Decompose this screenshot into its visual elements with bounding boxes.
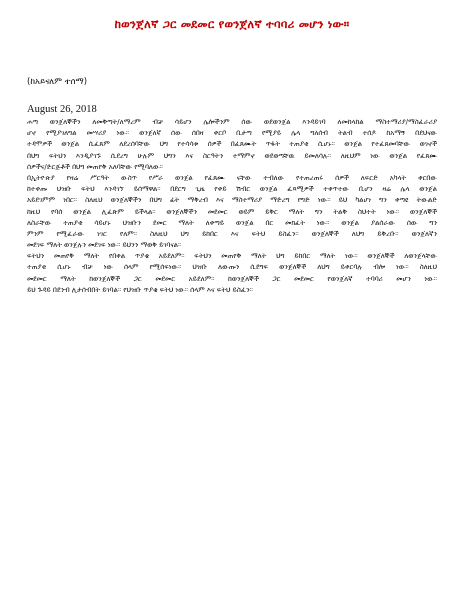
paragraph-line: መደገፍ ማለት ወንጀሉን መደገፍ ነው። ይህንን ማወቅ ይገባናል። bbox=[27, 241, 182, 250]
paragraph-line: ሐጣ ወንጀለኞችን ለመቅጣት/ለማረም ብቻ ሳይሆን ሌሎችንም ሰው ወደወንጀል እንዳይገባ ለመከላከል ማስተማሪያ/ማስፈራሪያ bbox=[27, 118, 437, 126]
publication-date: August 26, 2018 bbox=[27, 104, 97, 115]
paragraph-line: በህግ ፍትህን እንዲያገኙ ሲደረግ ሁሉም ህግን እና ስርዓትን ተማምኖ ወደወጣቸዉ ይመለሳሉ። ለዚህም ነው ወንጀል የፈጸሙ bbox=[27, 151, 437, 160]
paragraph-line: ተዳሞዎች ወንጀል ሲፈጸም ለደረሰባቸው ህግ የተሳሳቱ ሰዎች በፈጸሙት ጥፋት ተጠያቂ ሲሆኑ። ወንጀል የተፈጸመባቸው ወገኖች bbox=[27, 140, 437, 149]
document-title: ከወንጀለኛ ጋር መደመር የወንጀለኛ ተባባሪ መሆን ነው። bbox=[114, 17, 350, 31]
paragraph-line: ሆኖ የሚያገለግል መሣሪያ ነው። ወንጀለኛ ሰው ሰበዛ ቀርቦ ቢታጣ የሚያይ ሌላ ግለሰብ ትልብ ተሰዶ ከአማኝ በደህናው bbox=[27, 129, 437, 138]
paragraph-line: አይደገምም ነበር። ስለዚህ ወንጀለኞችን በህግ ፊት ማቅረብ እና ማስተማሪያ ማድረግ የግድ ነው። ይህ ካልሆነ ግን ቀጣዩ ትውልድ bbox=[27, 196, 437, 205]
paragraph-line: ተጠያቂ ሲሆኑ ብቻ ነው ሰላም የሚሰፍነው። ህዝቡ ለውጡን ሲደግፍ ወንጀለኞች ለህግ ይቀርባሉ ብሎ ነው። ስለዚህ bbox=[27, 263, 437, 272]
paragraph-line: ፍትህን መጠየቅ ማለት የበቀል ጥያቄ አይደለም። ፍትህን መጠየቅ ማለት ህግ ይከበር ማለት ነው። ወንጀለኞች ለወንጀላቸው bbox=[27, 252, 437, 261]
article-body bbox=[27, 117, 437, 595]
paragraph-line: በኢትዮጵያ የዛሬ ሥርዓት ውስጥ የሥራ ወንጀል የፈጸሙ ናቸው ተብለው የተጠረጠሩ ሰዎች ለፍርድ አካላት ቀርበው bbox=[27, 173, 437, 182]
paragraph-line: ከተቀጡ ህዝቡ ፍትህ እንዳገኘ ይሰማዋል። በደርግ ጊዜ የቀይ ሽብር ወንጀል ፈጻሚዎች ተቀጥተው ቢሆን ዛሬ ሌላ ወንጀል bbox=[27, 185, 437, 194]
paragraph-line: ምንም የሚፈራው ነገር የለም። ስለዚህ ህግ ይከበር እና ፍትህ ይስፈን። ወንጀለኞች ለህግ ይቅረቡ። ወንጀለኛን bbox=[27, 229, 437, 238]
paragraph-line: ሰዎችና/ድርጅቶች በህግ መጠየቅ አለባቸው የሚባለው። bbox=[27, 162, 163, 171]
paragraph-line: መደመር ማለት ከወንጀለኞች ጋር መደመር አይደለም። ከወንጀለኞች ጋር መደመር የወንጀለኛ ተባባሪ መሆን ነው። bbox=[27, 274, 437, 283]
paragraph-line: ከዚህ የባሰ ወንጀል ሊፈጽም ይችላል። ወንጀለኞችን መደመር ወይም ይቅር ማለት ግን ትልቅ ስህተት ነው። ወንጀለኞች bbox=[27, 207, 437, 216]
author-byline: (ከአይናለም ተሰማ) bbox=[27, 77, 88, 87]
paragraph-line: ለስራቸው ተጠያቂ ሳይሆኑ ህዝቡን ደመር ማለት ለቀጣይ ወንጀል በር መክፈት ነው። ወንጀል ያልሰራው ሰው ግን bbox=[27, 218, 437, 227]
paragraph-line: ይህ ጉዳይ በደንብ ሊታሰብበት ይገባል። የህዝቡ ጥያቄ ፍትህ ነው። ሰላም እና ፍትህ ይስፈን። bbox=[27, 285, 253, 294]
